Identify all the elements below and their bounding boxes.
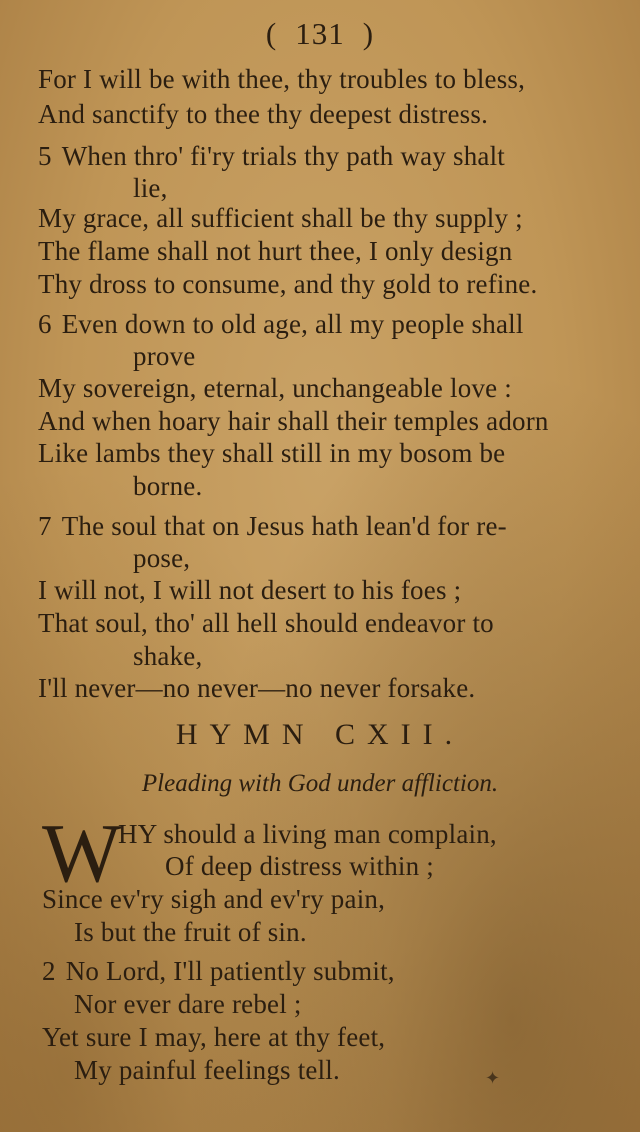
verse-line-continuation: prove [133,341,196,371]
verse-line-continuation: borne. [133,471,203,501]
verse-line-continuation: shake, [133,641,203,671]
verse-line: Yet sure I may, here at thy feet, [42,1022,386,1052]
verse-line: My painful feelings tell. [74,1055,340,1085]
verse-line [38,510,507,542]
verse-line: Like lambs they shall still in my bosom be [38,438,506,468]
verse-line: Of deep distress within ; [165,851,434,881]
verse-line-continuation: pose, [133,543,191,573]
verse-line [38,140,505,172]
verse-line: Thy dross to consume, and thy gold to refine. [38,269,538,299]
verse-line: Is but the fruit of sin. [74,917,307,947]
verse-line: Nor ever dare rebel ; [74,989,302,1019]
page-header [0,16,640,52]
verse-line-text: The soul that on Jesus hath lean'd for re- [61,511,507,541]
verse-line: Since ev'ry sigh and ev'ry pain, [42,884,386,914]
open-paren: ( [265,16,278,51]
verse-line: HY should a living man complain, [118,819,497,849]
page-number: 131 [295,16,345,51]
verse-line-text: When thro' fi'ry trials thy path way shalt [61,141,505,171]
close-paren: ) [362,16,375,51]
verse-number: 2 [42,956,56,986]
verse-line-continuation: lie, [133,173,168,203]
verse-line [38,308,524,340]
drop-cap: W [42,807,122,900]
verse-line: I will not, I will not desert to his foes ; [38,575,462,605]
verse-line: For I will be with thee, thy troubles to bless, [38,64,526,94]
verse-line: That soul, tho' all hell should endeavor to [38,608,494,638]
verse-line: The flame shall not hurt thee, I only design [38,236,513,266]
hymn-subtitle: Pleading with God under affliction. [141,770,499,797]
verse-line: My sovereign, eternal, unchangeable love : [38,373,512,403]
verse-line-text: Even down to old age, all my people shall [61,309,524,339]
verse-number: 7 [38,511,52,541]
verse-line: And when hoary hair shall their temples adorn [38,406,549,436]
verse-line-text: No Lord, I'll patiently submit, [65,956,395,986]
verse-line [42,955,395,987]
verse-line: I'll never—no never—no never forsake. [38,673,476,703]
verse-line: And sanctify to thee thy deepest distress. [38,99,489,129]
verse-line: My grace, all sufficient shall be thy supply ; [38,203,523,233]
ornament-mark: ✦ [485,1068,501,1088]
verse-number: 5 [38,141,52,171]
verse-number: 6 [38,309,52,339]
hymn-title: HYMN CXII. [175,718,465,751]
